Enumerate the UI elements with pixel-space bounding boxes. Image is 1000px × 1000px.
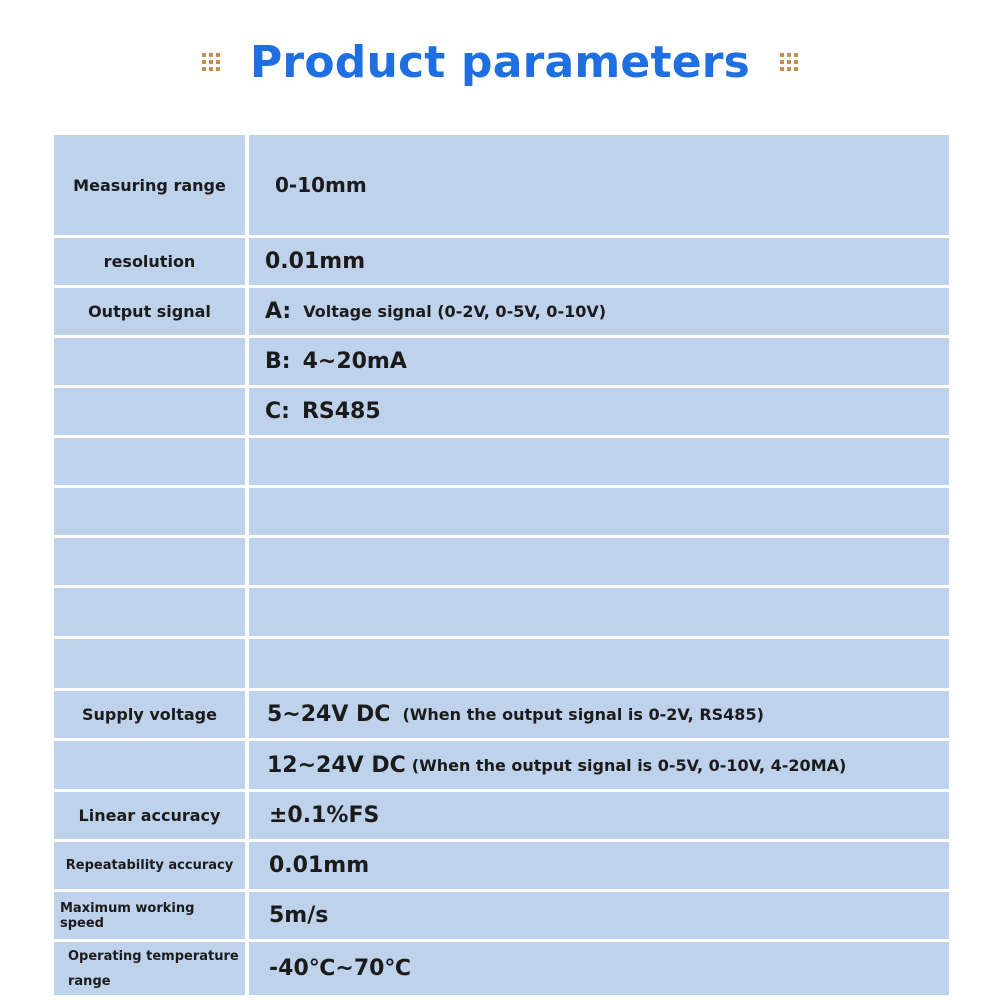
param-value: 0.01mm <box>265 249 366 274</box>
table-row-measuring-range <box>54 135 949 235</box>
table-row-empty <box>54 538 949 585</box>
param-value: 12~24V DC <box>267 752 406 778</box>
table-row-linear-accuracy <box>54 792 949 839</box>
page-header <box>0 32 1000 92</box>
empty-cell <box>54 639 245 688</box>
decorative-dots-left-icon <box>202 53 220 71</box>
param-label: Supply voltage <box>54 691 245 738</box>
param-value-cell <box>249 238 949 285</box>
table-row-output-signal-b <box>54 338 949 385</box>
table-row-supply-voltage-2 <box>54 741 949 789</box>
param-label: Linear accuracy <box>54 792 245 839</box>
param-value-cell <box>249 288 949 335</box>
table-row-empty <box>54 488 949 535</box>
param-value-cell <box>249 842 949 889</box>
param-label-empty <box>54 741 245 789</box>
empty-cell <box>54 588 245 636</box>
param-value: 4~20mA <box>302 349 407 374</box>
empty-cell <box>249 538 949 585</box>
param-value: ±0.1%FS <box>269 803 380 828</box>
param-label: Measuring range <box>54 135 245 235</box>
param-value-cell <box>249 892 949 939</box>
param-value-cell <box>249 792 949 839</box>
param-label: resolution <box>54 238 245 285</box>
param-note: (When the output signal is 0-5V, 0-10V, 4-20MA) <box>411 755 847 775</box>
table-row-operating-temperature <box>54 942 949 995</box>
param-value: Voltage signal (0-2V, 0-5V, 0-10V) <box>303 302 607 321</box>
param-value: 5~24V DC <box>267 702 391 727</box>
param-value: -40℃~70℃ <box>269 956 412 981</box>
table-row-supply-voltage-1 <box>54 691 949 738</box>
empty-cell <box>54 438 245 485</box>
param-value: 0.01mm <box>269 853 370 878</box>
param-value-cell <box>249 691 949 738</box>
option-prefix: B: <box>265 349 291 374</box>
empty-cell <box>249 588 949 636</box>
empty-cell <box>249 639 949 688</box>
page-title: Product parameters <box>249 36 751 88</box>
param-value-cell <box>249 942 949 995</box>
decorative-dots-right-icon <box>780 53 798 71</box>
table-row-empty <box>54 639 949 688</box>
param-label: Repeatability accuracy <box>54 842 245 889</box>
parameter-table <box>54 135 949 995</box>
table-row-empty <box>54 438 949 485</box>
table-row-max-working-speed <box>54 892 949 939</box>
param-value-cell <box>249 338 949 385</box>
empty-cell <box>54 488 245 535</box>
param-value-cell <box>249 741 949 789</box>
param-value: RS485 <box>301 399 381 424</box>
param-value: 0-10mm <box>275 173 367 197</box>
param-label: Operating temperature range <box>54 942 245 995</box>
param-note: (When the output signal is 0-2V, RS485) <box>402 705 764 724</box>
table-row-output-signal-a <box>54 288 949 335</box>
option-prefix: C: <box>265 399 290 424</box>
param-label: Maximum working speed <box>54 892 245 939</box>
table-row-output-signal-c <box>54 388 949 435</box>
empty-cell <box>54 538 245 585</box>
table-row-resolution <box>54 238 949 285</box>
param-value-cell <box>249 388 949 435</box>
option-prefix: A: <box>265 299 292 324</box>
empty-cell <box>249 438 949 485</box>
empty-cell <box>249 488 949 535</box>
table-row-repeatability-accuracy <box>54 842 949 889</box>
param-value: 5m/s <box>269 903 329 928</box>
param-label-empty <box>54 388 245 435</box>
param-label: Output signal <box>54 288 245 335</box>
param-value-cell <box>249 135 949 235</box>
table-row-empty <box>54 588 949 636</box>
param-label-empty <box>54 338 245 385</box>
